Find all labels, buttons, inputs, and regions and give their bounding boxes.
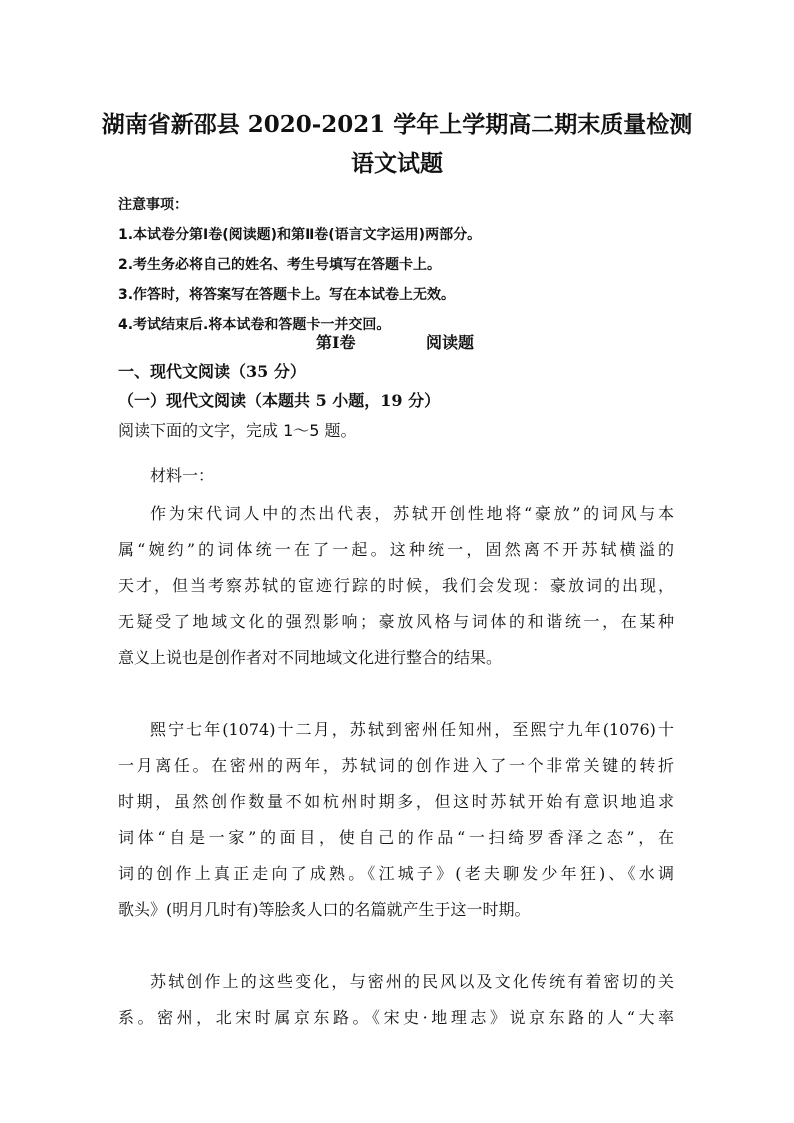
- paragraph-2: [118, 712, 674, 928]
- notes-heading: 注意事项：: [118, 197, 188, 213]
- note-item: 2.考生务必将自己的姓名、考生号填写在答题卡上。: [118, 257, 442, 273]
- paragraph-1: [118, 496, 674, 676]
- subsection-heading: （一）现代文阅读（本题共 5 小题，19 分）: [118, 391, 441, 410]
- volume-label: 第Ⅰ卷: [316, 333, 356, 352]
- document-title: 湖南省新邵县 2020-2021 学年上学期高二期末质量检测: [101, 111, 693, 138]
- section-heading: 一、现代文阅读（35 分）: [118, 362, 306, 381]
- note-item: 4.考试结束后.将本试卷和答题卡一并交回。: [118, 317, 391, 333]
- paragraph-line: 作为宋代词人中的杰出代表，苏轼开创性地将“豪放”的词风与本: [150, 504, 674, 523]
- paragraph-line: 属“婉约”的词体统一在了一起。这种统一，固然离不开苏轼横溢的: [118, 540, 674, 559]
- paragraph-line: 熙宁七年(1074)十二月，苏轼到密州任知州，至熙宁九年(1076)十: [150, 720, 674, 739]
- paragraph-line: 歌头》(明月几时有)等脍炙人口的名篇就产生于这一时期。: [118, 900, 531, 919]
- paragraph-line: 一月离任。在密州的两年，苏轼词的创作进入了一个非常关键的转折: [118, 756, 674, 775]
- volume-name: 阅读题: [426, 333, 475, 352]
- paragraph-line: 天才，但当考察苏轼的宦迹行踪的时候，我们会发现：豪放词的出现，: [118, 576, 674, 595]
- paragraph-line: 无疑受了地域文化的强烈影响；豪放风格与词体的和谐统一，在某种: [118, 612, 674, 631]
- document-subtitle: 语文试题: [351, 150, 443, 177]
- material-label-block: [118, 458, 674, 494]
- exam-notes: [118, 190, 481, 340]
- paragraph-line: 意义上说也是创作者对不同地域文化进行整合的结果。: [118, 648, 503, 667]
- reading-instruction: 阅读下面的文字，完成 1～5 题。: [118, 421, 357, 440]
- paragraph-3: [118, 964, 674, 1036]
- material-label: 材料一：: [150, 466, 215, 485]
- paragraph-line: 词的创作上真正走向了成熟。《江城子》(老夫聊发少年狂)、《水调: [118, 864, 674, 883]
- paragraph-line: 苏轼创作上的这些变化，与密州的民风以及文化传统有着密切的关: [150, 972, 674, 991]
- note-item: 1.本试卷分第Ⅰ卷(阅读题)和第Ⅱ卷(语言文字运用)两部分。: [118, 227, 482, 243]
- paragraph-line: 系。密州，北宋时属京东路。《宋史·地理志》说京东路的人“大率: [118, 1008, 674, 1027]
- paragraph-line: 时期，虽然创作数量不如杭州时期多，但这时苏轼开始有意识地追求: [118, 792, 674, 811]
- note-item: 3.作答时，将答案写在答题卡上。写在本试卷上无效。: [118, 287, 456, 303]
- paragraph-line: 词体“自是一家”的面目，使自己的作品“一扫绮罗香泽之态”，在: [118, 828, 674, 847]
